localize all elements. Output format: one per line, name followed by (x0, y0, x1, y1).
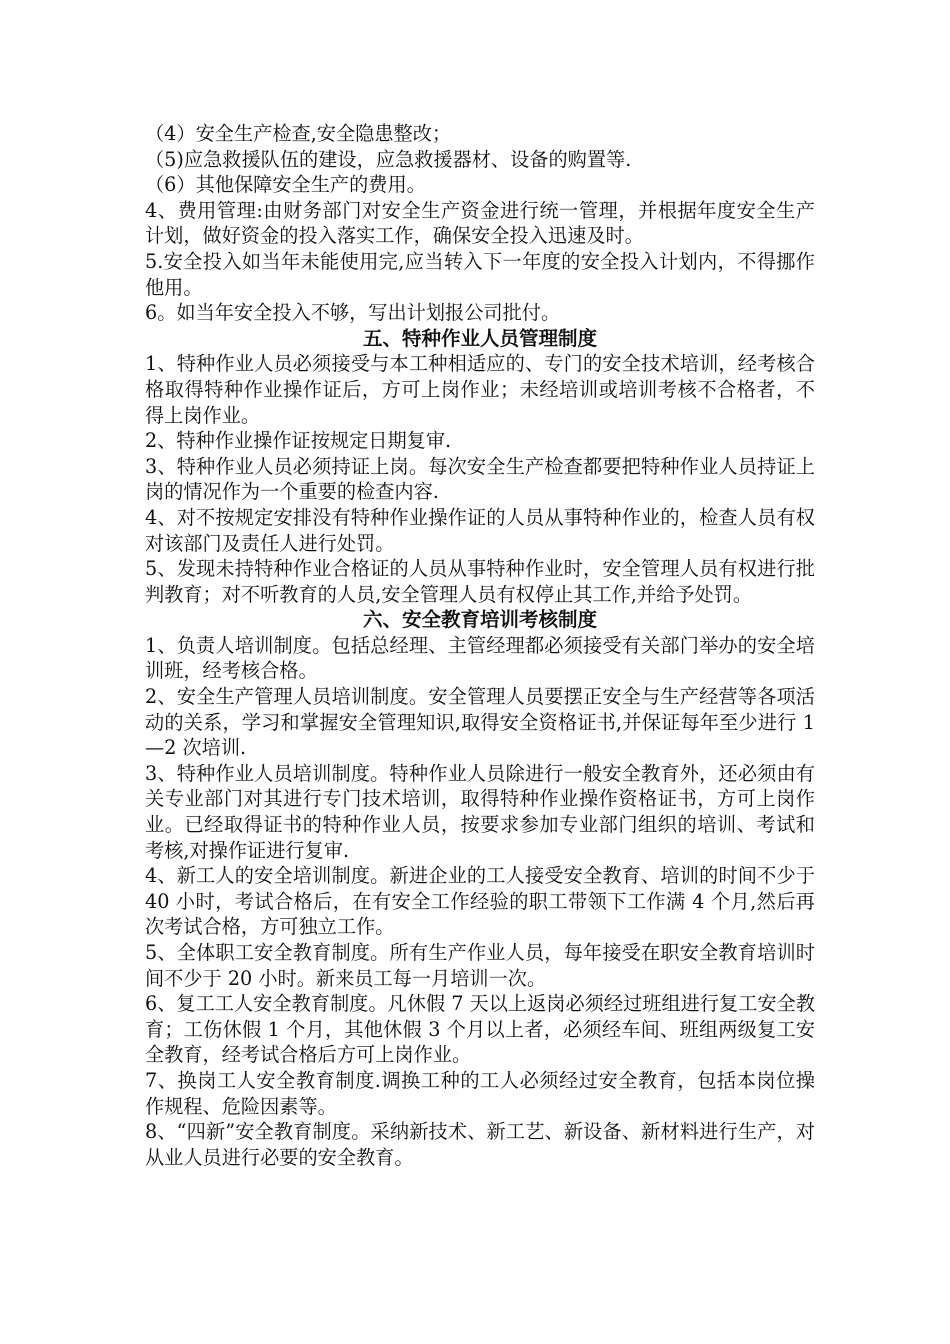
document-page (145, 121, 822, 1170)
paragraph: 4、新工人的安全培训制度。新进企业的工人接受安全教育、培训的时间不少于 40 小时，考试合格后，在有安全工作经验的职工带领下工作满 4 个月,然后再次考试合格，方可独立工作。 (145, 864, 822, 939)
section-heading: 五、特种作业人员管理制度 (362, 326, 597, 350)
paragraph: （4）安全生产检查,安全隐患整改； (145, 122, 452, 145)
paragraph: 4、对不按规定安排没有特种作业操作证的人员从事特种作业的，检查人员有权对该部门及责任人进行处罚。 (145, 505, 815, 555)
paragraph: 2、安全生产管理人员培训制度。安全管理人员要摆正安全与生产经营等各项活动的关系，学习和掌握安全管理知识,取得安全资格证书,并保证每年至少进行 1—2 次培训. (145, 685, 815, 760)
paragraph: 5.安全投入如当年未能使用完,应当转入下一年度的安全投入计划内，不得挪作他用。 (145, 249, 815, 299)
paragraph: 5、发现未持特种作业合格证的人员从事特种作业时，安全管理人员有权进行批判教育；对不听教育的人员,安全管理人员有权停止其工作,并给予处罚。 (145, 557, 815, 606)
paragraph: 2、特种作业操作证按规定日期复审. (145, 429, 452, 453)
paragraph: 1、特种作业人员必须接受与本工种相适应的、专门的安全技术培训，经考核合格取得特种作业操作证后，方可上岗作业；未经培训或培训考核不合格者，不得上岗作业。 (145, 352, 815, 427)
paragraph: 1、负责人培训制度。包括总经理、主管经理都必须接受有关部门举办的安全培训班，经考核合格。 (145, 633, 815, 683)
paragraph: 3、特种作业人员培训制度。特种作业人员除进行一般安全教育外，还必须由有关专业部门对其进行专门技术培训，取得特种作业操作资格证书，方可上岗作业。已经取得证书的特种作业人员，按要求参加专业部门组织的培训、考试和考核,对操作证进行复审. (145, 761, 815, 862)
section-heading: 六、安全教育培训考核制度 (362, 608, 597, 632)
paragraph: 6。如当年安全投入不够，写出计划报公司批付。 (145, 301, 561, 325)
paragraph: 6、复工工人安全教育制度。凡休假 7 天以上返岗必须经过班组进行复工安全教育；工伤休假 1 个月，其他休假 3 个月以上者，必须经车间、班组两级复工安全教育，经考试合格后方可上岗作业。 (145, 992, 815, 1067)
paragraph: 7、换岗工人安全教育制度.调换工种的工人必须经过安全教育，包括本岗位操作规程、危险因素等。 (145, 1068, 815, 1118)
paragraph: 5、全体职工安全教育制度。所有生产作业人员，每年接受在职安全教育培训时间不少于 20 小时。新来员工每一月培训一次。 (145, 941, 815, 990)
paragraph: 3、特种作业人员必须持证上岗。每次安全生产检查都要把特种作业人员持证上岗的情况作为一个重要的检查内容. (145, 454, 815, 504)
paragraph: 8、“四新”安全教育制度。采纳新技术、新工艺、新设备、新材料进行生产，对从业人员进行必要的安全教育。 (145, 1120, 815, 1169)
paragraph: （6）其他保障安全生产的费用。 (145, 173, 426, 197)
paragraph: 4、费用管理:由财务部门对安全生产资金进行统一管理，并根据年度安全生产计划，做好资金的投入落实工作，确保安全投入迅速及时。 (145, 198, 815, 248)
paragraph: （5)应急救援队伍的建设，应急救援器材、设备的购置等. (145, 147, 632, 171)
